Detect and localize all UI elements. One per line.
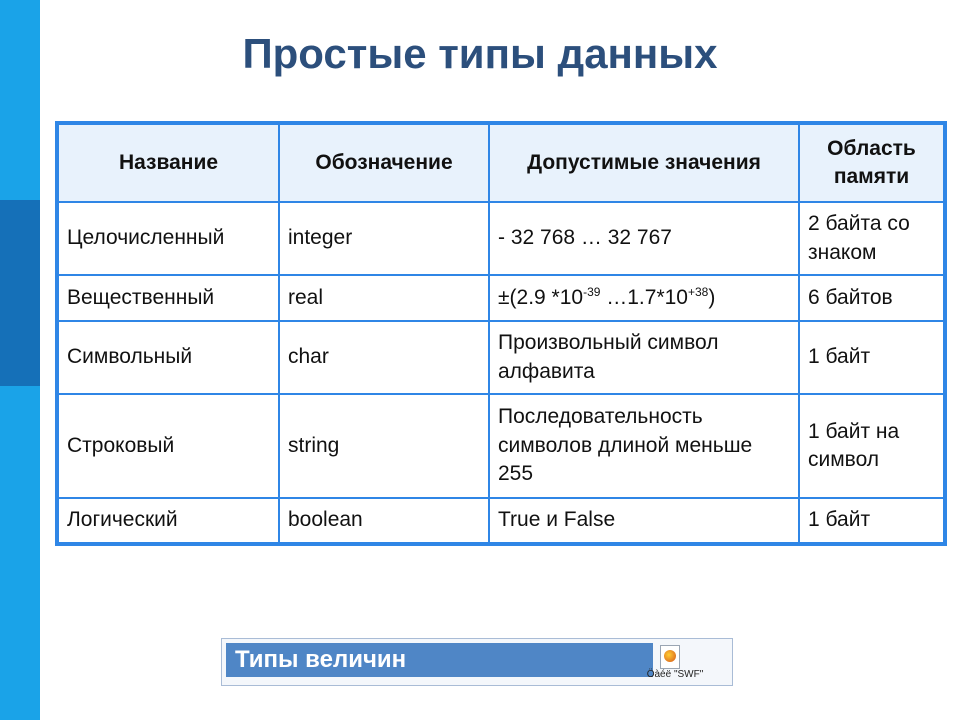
values-mid: …1.7*10 <box>600 285 688 309</box>
header-memory: Область памяти <box>799 123 945 202</box>
type-memory: 1 байт <box>799 498 945 544</box>
table-row <box>57 394 945 498</box>
values-exponent-max: +38 <box>687 284 709 299</box>
type-memory: 6 байтов <box>799 275 945 321</box>
type-memory: 1 байт <box>799 321 945 394</box>
header-name: Название <box>57 123 279 202</box>
type-memory: 1 байт на символ <box>799 394 945 498</box>
sidebar-accent-dark <box>0 200 40 386</box>
type-values: True и False <box>489 498 799 544</box>
type-values: - 32 768 … 32 767 <box>489 202 799 275</box>
values-exponent-min: -39 <box>583 284 601 299</box>
type-memory: 2 байта со знаком <box>799 202 945 275</box>
data-types-table <box>55 121 947 546</box>
table-row <box>57 275 945 321</box>
type-name: Символьный <box>57 321 279 394</box>
table-row <box>57 202 945 275</box>
type-code: boolean <box>279 498 489 544</box>
type-code: integer <box>279 202 489 275</box>
type-name: Целочисленный <box>57 202 279 275</box>
swf-file-icon[interactable] <box>660 645 680 669</box>
values-suffix: ) <box>708 285 716 309</box>
swf-embed[interactable] <box>221 638 733 686</box>
swf-caption: Öàéë "SWF" <box>646 669 704 680</box>
swf-title[interactable]: Типы величин <box>226 643 653 677</box>
type-name: Строковый <box>57 394 279 498</box>
table-row <box>57 498 945 544</box>
values-prefix: ±(2.9 *10 <box>498 285 584 309</box>
page-title: Простые типы данных <box>242 30 718 77</box>
table-header-row <box>57 123 945 202</box>
type-name: Логический <box>57 498 279 544</box>
type-values: Произвольный символ алфавита <box>489 321 799 394</box>
header-values: Допустимые значения <box>489 123 799 202</box>
type-values: Последовательность символов длиной меньше 255 <box>489 394 799 498</box>
type-code: char <box>279 321 489 394</box>
table-row <box>57 321 945 394</box>
type-values <box>489 275 799 321</box>
header-code: Обозначение <box>279 123 489 202</box>
type-code: real <box>279 275 489 321</box>
type-name: Вещественный <box>57 275 279 321</box>
type-code: string <box>279 394 489 498</box>
